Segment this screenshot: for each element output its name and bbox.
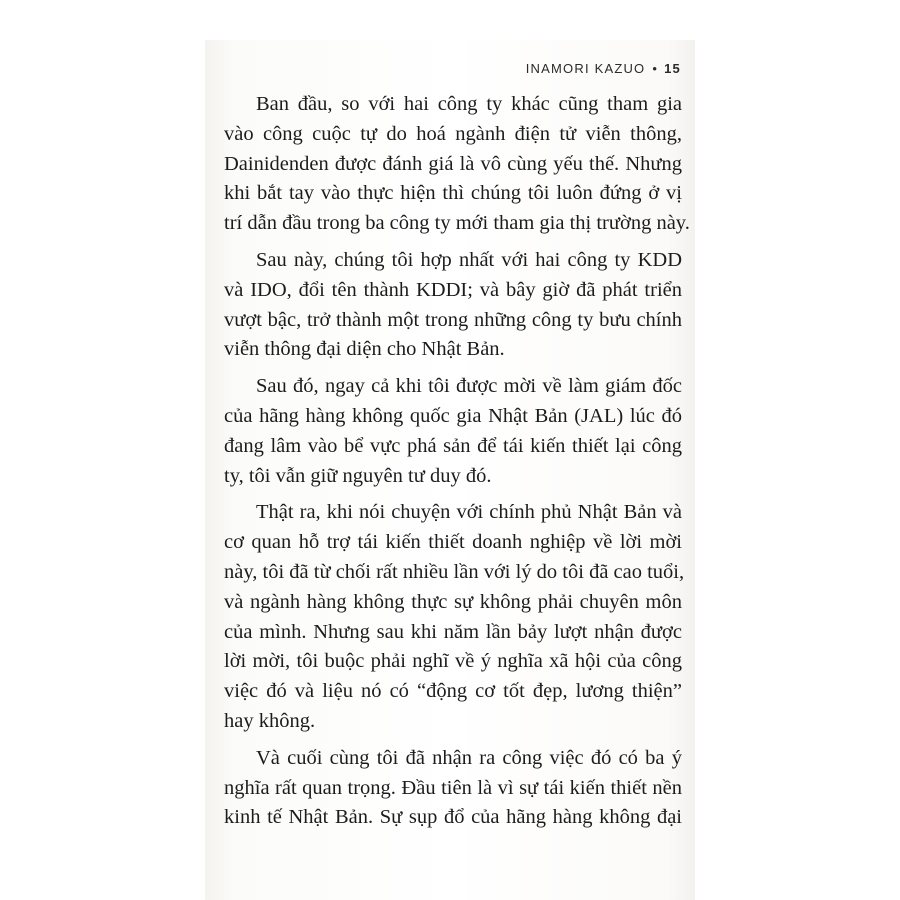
text-line: hay không. — [224, 709, 316, 732]
running-header — [526, 61, 681, 76]
text-line: của hãng hàng không quốc gia Nhật Bản (JAL) lúc đó — [224, 404, 682, 427]
paragraph — [224, 246, 682, 365]
text-line: đang lâm vào bể vực phá sản để tái kiến thiết lại công — [224, 434, 682, 457]
text-line: viễn thông đại diện cho Nhật Bản. — [224, 338, 505, 361]
text-line: vào công cuộc tự do hoá ngành điện tử viễn thông, — [224, 122, 682, 145]
text-line: kinh tế Nhật Bản. Sự sụp đổ của hãng hàng không đại — [224, 806, 682, 829]
text-line: của mình. Nhưng sau khi năm lần bảy lượt nhận được — [224, 620, 682, 643]
header-author: INAMORI KAZUO — [525, 61, 646, 76]
text-line: trí dẫn đầu trong ba công ty mới tham gia thị trường này. — [224, 212, 690, 235]
paragraph — [224, 498, 685, 736]
body-text — [224, 78, 690, 840]
text-line: Sau này, chúng tôi hợp nhất với hai công ty KDD — [256, 248, 682, 271]
text-line: vượt bậc, trở thành một trong những công ty bưu chính — [224, 308, 682, 331]
paragraph — [224, 744, 682, 833]
text-line: nghĩa rất quan trọng. Đầu tiên là vì sự tái kiến thiết nền — [224, 776, 682, 799]
page-number: 15 — [664, 61, 681, 76]
text-line: lời mời, tôi buộc phải nghĩ về ý nghĩa xã hội của công — [224, 650, 682, 673]
text-line: và IDO, đổi tên thành KDDI; và bây giờ đã phát triển — [224, 278, 682, 301]
text-line: này, tôi đã từ chối rất nhiều lần với lý do tôi đã cao tuổi, — [224, 560, 685, 583]
text-line: Và cuối cùng tôi đã nhận ra công việc đó có ba ý — [256, 746, 682, 769]
paragraph — [224, 372, 682, 491]
text-line: và ngành hàng không thực sự không phải chuyên môn — [224, 590, 682, 613]
header-bullet: • — [652, 61, 659, 76]
paragraph — [224, 90, 690, 239]
text-line: việc đó và liệu nó có “động cơ tốt đẹp, lương thiện” — [224, 680, 682, 703]
text-line: cơ quan hỗ trợ tái kiến thiết doanh nghiệp về lời mời — [224, 531, 682, 554]
text-line: ty, tôi vẫn giữ nguyên tư duy đó. — [224, 464, 492, 487]
text-line: Ban đầu, so với hai công ty khác cũng tham gia — [256, 93, 682, 115]
text-line: Thật ra, khi nói chuyện với chính phủ Nhật Bản và — [256, 501, 682, 524]
text-line: Dainidenden được đánh giá là vô cùng yếu thế. Nhưng — [224, 152, 682, 175]
text-line: Sau đó, ngay cả khi tôi được mời về làm giám đốc — [256, 375, 682, 398]
text-line: khi bắt tay vào thực hiện thì chúng tôi luôn đứng ở vị — [224, 182, 682, 205]
